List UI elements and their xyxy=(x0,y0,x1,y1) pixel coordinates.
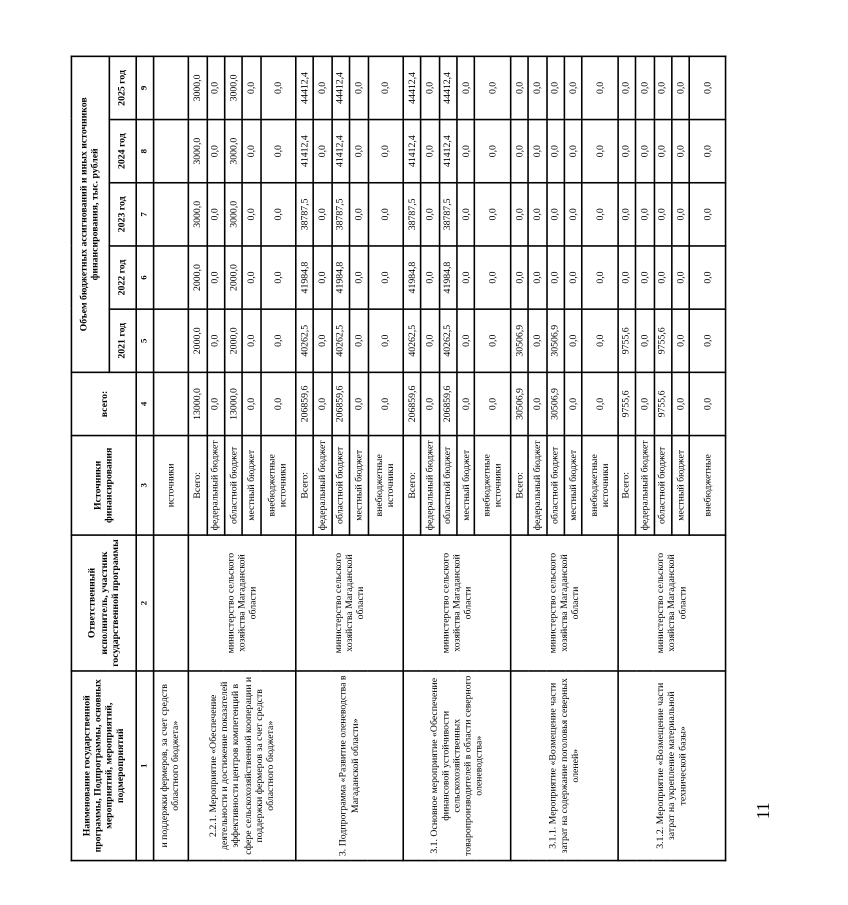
amount-year: 0,0 xyxy=(618,56,636,119)
amount-year: 0,0 xyxy=(457,309,475,372)
amount-total: 0,0 xyxy=(475,372,510,435)
amount-total: 0,0 xyxy=(528,372,546,435)
amount-year: 0,0 xyxy=(242,56,260,119)
carry-over-row xyxy=(153,56,188,860)
index-cell: 3 xyxy=(137,436,153,536)
amount-year: 44412,4 xyxy=(403,56,421,119)
index-cell: 2 xyxy=(137,535,153,671)
amount-year: 0,0 xyxy=(564,309,582,372)
amount-year: 44412,4 xyxy=(439,56,457,119)
amount-total: 9755,6 xyxy=(654,372,672,435)
carry-over-source: источники xyxy=(153,436,188,536)
page-number: 11 xyxy=(754,802,774,820)
funding-source: местный бюджет xyxy=(350,436,368,536)
amount-year: 0,0 xyxy=(564,246,582,309)
funding-source: Всего: xyxy=(511,436,529,536)
amount-year: 0,0 xyxy=(582,56,617,119)
header-total: всего: xyxy=(71,372,136,435)
amount-year: 40262,5 xyxy=(296,309,314,372)
amount-year: 0,0 xyxy=(368,56,403,119)
header-year: 2021 год xyxy=(109,309,137,372)
amount-year: 0,0 xyxy=(636,183,654,246)
funding-source: местный бюджет xyxy=(457,436,475,536)
amount-total: 206859,6 xyxy=(332,372,350,435)
amount-year: 0,0 xyxy=(350,120,368,183)
amount-total: 30506,9 xyxy=(511,372,529,435)
amount-year: 0,0 xyxy=(260,309,295,372)
amount-year: 0,0 xyxy=(654,183,672,246)
amount-year: 38787,5 xyxy=(439,183,457,246)
funding-source: внебюджетные xyxy=(690,436,726,536)
amount-year: 0,0 xyxy=(618,183,636,246)
index-cell: 8 xyxy=(137,120,153,183)
item-responsible: министерство сельского хозяйства Магаданской области xyxy=(403,535,510,671)
funding-source: федеральный бюджет xyxy=(314,436,332,536)
amount-year: 0,0 xyxy=(421,309,439,372)
amount-year: 0,0 xyxy=(654,120,672,183)
amount-year: 0,0 xyxy=(260,120,295,183)
header-source: Источники финансирования xyxy=(71,436,136,536)
funding-source: областной бюджет xyxy=(332,436,350,536)
amount-year: 0,0 xyxy=(421,56,439,119)
amount-total: 0,0 xyxy=(368,372,403,435)
item-name: 3.1.1. Мероприятие «Возмещение части затрат на содержание поголовья северных оленей» xyxy=(511,671,618,861)
header-year: 2025 год xyxy=(109,56,137,119)
amount-year: 2000,0 xyxy=(225,309,243,372)
table-row xyxy=(511,56,529,860)
amount-year: 30506,9 xyxy=(546,309,564,372)
amount-year: 0,0 xyxy=(368,120,403,183)
amount-year: 0,0 xyxy=(636,309,654,372)
amount-year: 0,0 xyxy=(475,120,510,183)
amount-total: 206859,6 xyxy=(403,372,421,435)
amount-year: 0,0 xyxy=(690,309,726,372)
amount-year: 0,0 xyxy=(350,246,368,309)
rotated-page xyxy=(58,44,848,874)
table-row xyxy=(296,56,314,860)
index-cell: 4 xyxy=(137,372,153,435)
amount-year: 41412,4 xyxy=(332,120,350,183)
amount-year: 0,0 xyxy=(528,309,546,372)
amount-total: 0,0 xyxy=(582,372,617,435)
amount-year: 0,0 xyxy=(475,183,510,246)
table-row xyxy=(618,56,636,860)
amount-year: 0,0 xyxy=(207,56,225,119)
item-name: 3.1. Основное мероприятие «Обеспечение финансовой устойчивости сельскохозяйственных товаропроизводителей в области северного оленеводства» xyxy=(403,671,510,861)
item-responsible: министерство сельского хозяйства Магаданской области xyxy=(618,535,726,671)
item-name: 3. Подпрограмма «Развитие оленеводства в Магаданской области» xyxy=(296,671,403,861)
amount-year: 0,0 xyxy=(511,183,529,246)
amount-year: 0,0 xyxy=(350,309,368,372)
amount-year: 40262,5 xyxy=(332,309,350,372)
amount-year: 0,0 xyxy=(546,246,564,309)
amount-year: 0,0 xyxy=(636,246,654,309)
amount-year: 2000,0 xyxy=(189,246,207,309)
amount-total: 0,0 xyxy=(457,372,475,435)
funding-source: областной бюджет xyxy=(225,436,243,536)
amount-year: 0,0 xyxy=(654,246,672,309)
item-responsible: министерство сельского хозяйства Магаданской области xyxy=(296,535,403,671)
amount-year: 0,0 xyxy=(314,120,332,183)
amount-total: 206859,6 xyxy=(296,372,314,435)
amount-total: 0,0 xyxy=(564,372,582,435)
funding-source: местный бюджет xyxy=(242,436,260,536)
amount-year: 0,0 xyxy=(457,183,475,246)
amount-total: 30506,9 xyxy=(546,372,564,435)
amount-year: 2000,0 xyxy=(225,246,243,309)
amount-year: 0,0 xyxy=(546,120,564,183)
funding-source: местный бюджет xyxy=(564,436,582,536)
item-responsible: министерство сельского хозяйства Магаданской области xyxy=(189,535,296,671)
amount-year: 0,0 xyxy=(528,246,546,309)
amount-year: 0,0 xyxy=(421,120,439,183)
amount-year: 0,0 xyxy=(475,56,510,119)
amount-year: 0,0 xyxy=(457,120,475,183)
amount-total: 206859,6 xyxy=(439,372,457,435)
header-year: 2022 год xyxy=(109,246,137,309)
funding-source: областной бюджет xyxy=(654,436,672,536)
amount-year: 40262,5 xyxy=(403,309,421,372)
amount-year: 0,0 xyxy=(475,309,510,372)
amount-total: 9755,6 xyxy=(618,372,636,435)
amount-year: 41412,4 xyxy=(403,120,421,183)
amount-year: 41984,8 xyxy=(439,246,457,309)
amount-year: 0,0 xyxy=(368,309,403,372)
amount-year: 0,0 xyxy=(350,183,368,246)
amount-year: 41412,4 xyxy=(296,120,314,183)
amount-year: 0,0 xyxy=(368,183,403,246)
amount-year: 0,0 xyxy=(528,120,546,183)
amount-total: 0,0 xyxy=(636,372,654,435)
header-name: Наименование государственной программы, Подпрограммы, основных мероприятий, мероприятий, подмероприятий xyxy=(71,671,136,861)
amount-year: 0,0 xyxy=(260,246,295,309)
amount-year: 0,0 xyxy=(457,56,475,119)
amount-year: 0,0 xyxy=(457,246,475,309)
amount-year: 0,0 xyxy=(242,246,260,309)
amount-year: 3000,0 xyxy=(225,120,243,183)
amount-total: 13000,0 xyxy=(225,372,243,435)
table-row xyxy=(189,56,207,860)
funding-table xyxy=(71,56,727,862)
amount-year: 0,0 xyxy=(242,309,260,372)
amount-year: 0,0 xyxy=(207,246,225,309)
amount-year: 3000,0 xyxy=(189,120,207,183)
amount-year: 0,0 xyxy=(528,56,546,119)
amount-year: 40262,5 xyxy=(439,309,457,372)
amount-year: 0,0 xyxy=(242,120,260,183)
amount-year: 3000,0 xyxy=(189,183,207,246)
amount-year: 0,0 xyxy=(636,56,654,119)
amount-year: 0,0 xyxy=(690,56,726,119)
amount-year: 0,0 xyxy=(582,183,617,246)
amount-year: 2000,0 xyxy=(189,309,207,372)
table-row xyxy=(403,56,421,860)
index-cell: 7 xyxy=(137,183,153,246)
amount-year: 9755,6 xyxy=(654,309,672,372)
funding-source: внебюджетные источники xyxy=(368,436,403,536)
amount-year: 3000,0 xyxy=(225,183,243,246)
amount-year: 0,0 xyxy=(314,56,332,119)
amount-year: 0,0 xyxy=(546,183,564,246)
amount-year: 38787,5 xyxy=(296,183,314,246)
amount-year: 3000,0 xyxy=(225,56,243,119)
funding-source: федеральный бюджет xyxy=(207,436,225,536)
amount-year: 41984,8 xyxy=(403,246,421,309)
amount-year: 0,0 xyxy=(546,56,564,119)
index-cell: 9 xyxy=(137,56,153,119)
index-row xyxy=(137,56,153,860)
funding-source: областной бюджет xyxy=(439,436,457,536)
header-funding: Объем бюджетных ассигнований и иных источников финансирования, тыс. рублей xyxy=(71,56,108,372)
amount-year: 0,0 xyxy=(618,120,636,183)
funding-source: федеральный бюджет xyxy=(421,436,439,536)
amount-year: 0,0 xyxy=(511,246,529,309)
amount-year: 0,0 xyxy=(564,56,582,119)
amount-year: 0,0 xyxy=(564,183,582,246)
funding-source: федеральный бюджет xyxy=(636,436,654,536)
amount-total: 0,0 xyxy=(690,372,726,435)
amount-year: 0,0 xyxy=(314,183,332,246)
funding-source: внебюджетные источники xyxy=(260,436,295,536)
amount-year: 0,0 xyxy=(672,183,690,246)
amount-year: 0,0 xyxy=(314,246,332,309)
amount-year: 0,0 xyxy=(421,183,439,246)
index-cell: 5 xyxy=(137,309,153,372)
amount-year: 0,0 xyxy=(260,183,295,246)
amount-year: 0,0 xyxy=(207,309,225,372)
amount-total: 0,0 xyxy=(207,372,225,435)
item-name: 2.2.1. Мероприятие «Обеспечение деятельности и достижение показателей эффективности центров компетенций в сфере сельскохозяйственной кооперации и поддержки фермеров за счет средств областного бюджета» xyxy=(189,671,296,861)
amount-year: 0,0 xyxy=(368,246,403,309)
amount-year: 0,0 xyxy=(636,120,654,183)
amount-year: 44412,4 xyxy=(332,56,350,119)
amount-year: 0,0 xyxy=(350,56,368,119)
funding-source: местный бюджет xyxy=(672,436,690,536)
amount-year: 0,0 xyxy=(582,246,617,309)
amount-year: 0,0 xyxy=(314,309,332,372)
amount-year: 41984,8 xyxy=(332,246,350,309)
funding-source: областной бюджет xyxy=(546,436,564,536)
amount-total: 0,0 xyxy=(421,372,439,435)
header-responsible: Ответственный исполнитель, участник государственной программы xyxy=(71,535,136,671)
amount-year: 0,0 xyxy=(672,120,690,183)
amount-total: 0,0 xyxy=(350,372,368,435)
index-cell: 6 xyxy=(137,246,153,309)
amount-year: 0,0 xyxy=(564,120,582,183)
amount-year: 0,0 xyxy=(421,246,439,309)
item-name: 3.1.2. Мероприятие «Возмещение части затрат на укрепление материальной технической базы» xyxy=(618,671,726,861)
amount-year: 41984,8 xyxy=(296,246,314,309)
funding-source: внебюджетные источники xyxy=(582,436,617,536)
amount-year: 0,0 xyxy=(672,56,690,119)
carry-over-name: и поддержки фермеров, за счет средств областного бюджета» xyxy=(153,671,188,861)
amount-year: 0,0 xyxy=(207,183,225,246)
amount-year: 0,0 xyxy=(690,246,726,309)
funding-source: Всего: xyxy=(618,436,636,536)
amount-year: 0,0 xyxy=(690,183,726,246)
amount-year: 0,0 xyxy=(242,183,260,246)
amount-year: 0,0 xyxy=(672,246,690,309)
amount-year: 0,0 xyxy=(511,56,529,119)
funding-source: Всего: xyxy=(296,436,314,536)
amount-total: 0,0 xyxy=(242,372,260,435)
header-year: 2023 год xyxy=(109,183,137,246)
header-row-top xyxy=(71,56,108,860)
amount-year: 0,0 xyxy=(654,56,672,119)
amount-total: 0,0 xyxy=(672,372,690,435)
header-year: 2024 год xyxy=(109,120,137,183)
amount-year: 30506,9 xyxy=(511,309,529,372)
amount-year: 44412,4 xyxy=(296,56,314,119)
funding-source: Всего: xyxy=(189,436,207,536)
funding-source: федеральный бюджет xyxy=(528,436,546,536)
amount-year: 38787,5 xyxy=(403,183,421,246)
amount-year: 0,0 xyxy=(475,246,510,309)
amount-year: 38787,5 xyxy=(332,183,350,246)
amount-year: 0,0 xyxy=(260,56,295,119)
amount-year: 41412,4 xyxy=(439,120,457,183)
amount-year: 0,0 xyxy=(528,183,546,246)
item-responsible: министерство сельского хозяйства Магаданской области xyxy=(511,535,618,671)
carry-over-responsible xyxy=(153,535,188,671)
amount-year: 0,0 xyxy=(582,309,617,372)
amount-year: 0,0 xyxy=(672,309,690,372)
amount-year: 0,0 xyxy=(582,120,617,183)
amount-total: 0,0 xyxy=(314,372,332,435)
amount-year: 0,0 xyxy=(511,120,529,183)
funding-source: внебюджетные источники xyxy=(475,436,510,536)
amount-year: 0,0 xyxy=(690,120,726,183)
amount-year: 0,0 xyxy=(618,246,636,309)
amount-total: 13000,0 xyxy=(189,372,207,435)
amount-year: 3000,0 xyxy=(189,56,207,119)
amount-year: 9755,6 xyxy=(618,309,636,372)
funding-source: Всего: xyxy=(403,436,421,536)
amount-total: 0,0 xyxy=(260,372,295,435)
amount-year: 0,0 xyxy=(207,120,225,183)
index-cell: 1 xyxy=(137,671,153,861)
